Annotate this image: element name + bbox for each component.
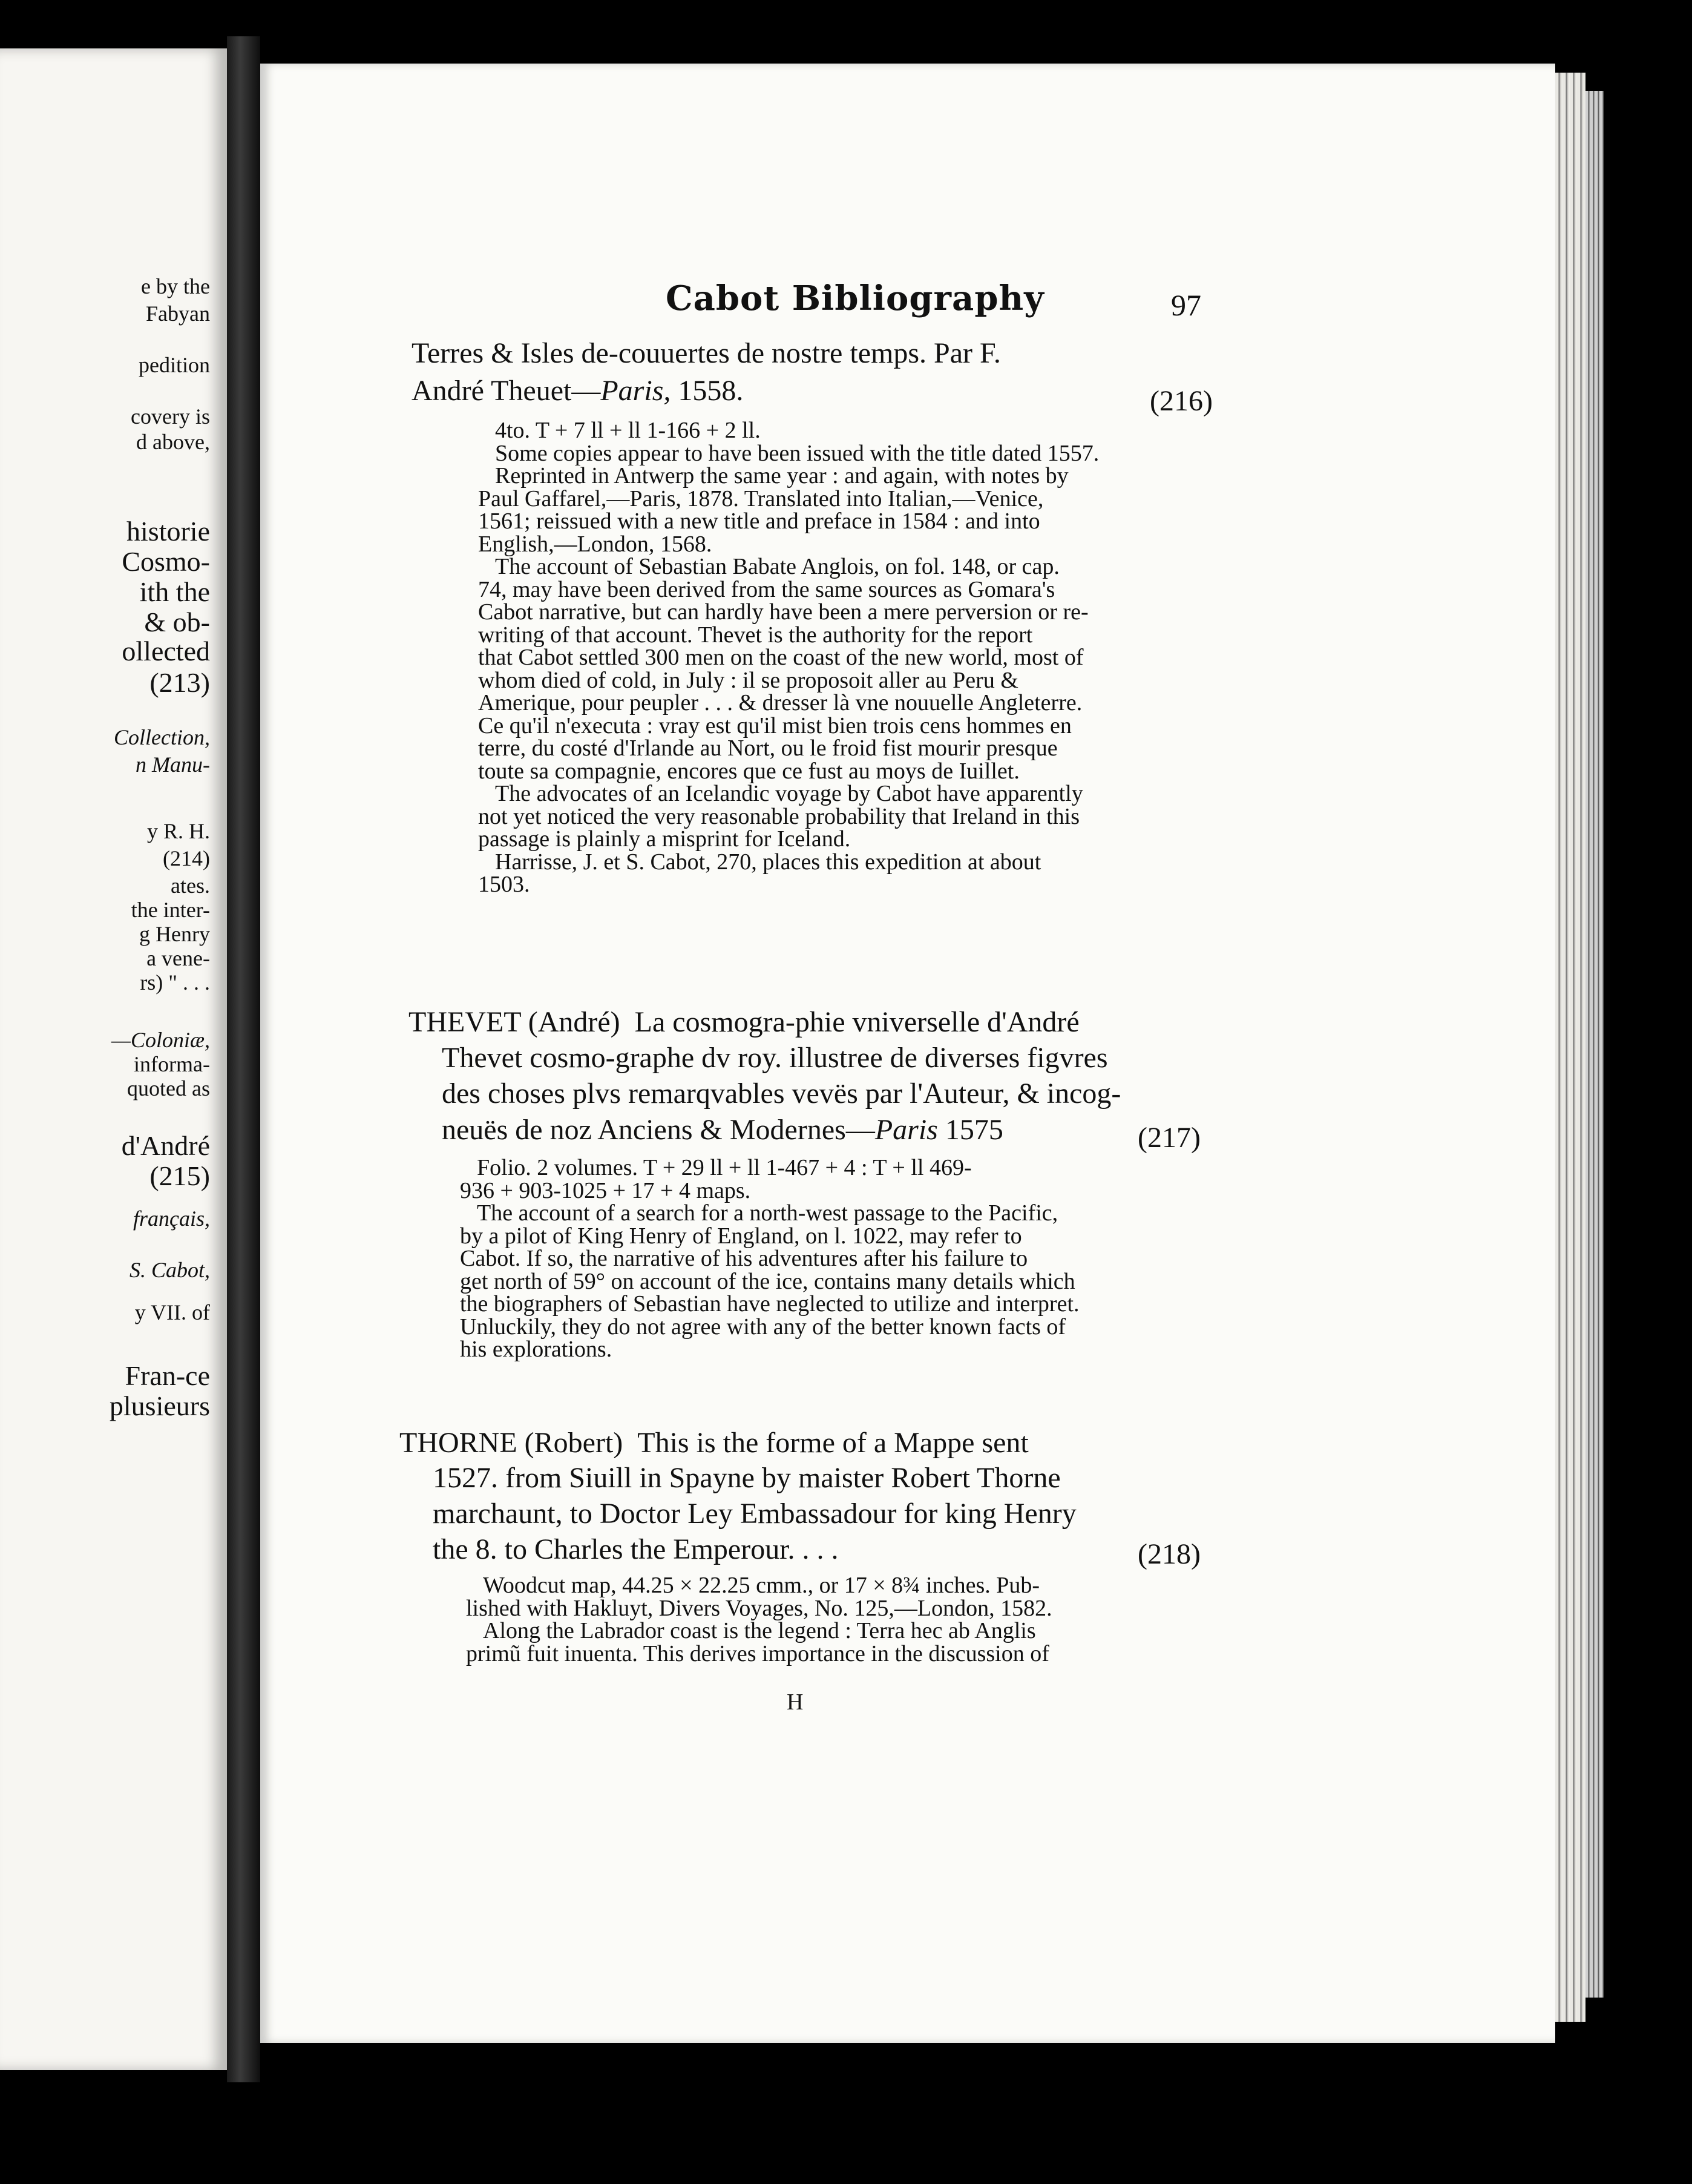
left-page-line: d'André [121, 1130, 210, 1161]
left-page-line: pedition [139, 353, 210, 377]
left-page-line: a vene- [146, 946, 210, 970]
left-page-line: & ob- [144, 607, 210, 637]
entry-217-note-line: The account of a search for a north-west passage to the Pacific, [477, 1200, 1058, 1226]
left-page-line: y R. H. [146, 819, 210, 843]
left-page-line: e by the [141, 274, 210, 298]
entry-217-title-line-4: neuës de noz Anciens & Modernes—Paris 1575 [442, 1114, 1003, 1146]
left-page-line: (213) [149, 667, 210, 698]
left-page-line: français, [133, 1206, 210, 1231]
entry-217-note-line: get north of 59° on account of the ice, contains many details which [460, 1268, 1075, 1294]
book-gutter [227, 36, 260, 2082]
entry-216-number: (216) [1150, 385, 1213, 417]
entry-218-note-line: primũ fuit inuenta. This derives importance in the discussion of [466, 1640, 1049, 1666]
entry-217-title-line-2: Thevet cosmo-graphe dv roy. illustree de diverses figvres [442, 1042, 1108, 1074]
left-page-line: S. Cabot, [129, 1258, 210, 1282]
left-page-line: quoted as [127, 1076, 210, 1100]
entry-218-note-line: Along the Labrador coast is the legend : Terra hec ab Anglis [483, 1618, 1036, 1643]
entry-217-heading: THEVET (André) [408, 1006, 620, 1038]
entry-216-note-line: that Cabot settled 300 men on the coast of the new world, most of [478, 645, 1084, 670]
running-head: Cabot Bibliography [666, 278, 1044, 318]
left-page-line: covery is [131, 404, 210, 429]
entry-217-note-line: Unluckily, they do not agree with any of the better known facts of [460, 1314, 1066, 1340]
left-page-line: (215) [149, 1160, 210, 1191]
left-page-line: g Henry [139, 922, 210, 946]
entry-218-title-line-2: 1527. from Siuill in Spayne by maister Robert Thorne [433, 1462, 1061, 1494]
page-number: 97 [1171, 288, 1201, 322]
entry-218-note-line: lished with Hakluyt, Divers Voyages, No. 125,—London, 1582. [466, 1595, 1052, 1621]
left-page-line: ith the [139, 576, 210, 607]
page-block-edge [1555, 73, 1585, 2022]
left-page-line: historie [126, 516, 210, 547]
entry-217-heading-line [408, 1008, 1080, 1037]
entry-217-note-line: by a pilot of King Henry of England, on l. 1022, may refer to [460, 1223, 1022, 1249]
entry-216-note-line: The account of Sebastian Babate Anglois, on fol. 148, or cap. [495, 554, 1060, 579]
left-page-line: informa- [134, 1052, 210, 1076]
entry-218-title-line-3: marchaunt, to Doctor Ley Embassadour for king Henry [433, 1498, 1077, 1530]
entry-216-note-line: toute sa compagnie, encores que ce fust au moys de Iuillet. [478, 758, 1020, 784]
entry-216-note-line: Amerique, pour peupler . . . & dresser là vne nouuelle Angleterre. [478, 690, 1083, 715]
left-page-line: Fran-ce [125, 1360, 210, 1391]
entry-216-note-line: whom died of cold, in July : il se proposoit aller au Peru & [478, 667, 1018, 693]
entry-216-note-line: Paul Gaffarel,—Paris, 1878. Translated into Italian,—Venice, [478, 485, 1044, 511]
entry-216-note-line: The advocates of an Icelandic voyage by Cabot have apparently [495, 781, 1083, 806]
signature-mark: H [787, 1689, 804, 1715]
left-page-line: plusieurs [109, 1390, 210, 1421]
entry-216-note-line: Ce qu'il n'executa : vray est qu'il mist bien trois cens hommes en [478, 712, 1072, 738]
left-facing-page [0, 48, 227, 2070]
left-page-line: the inter- [131, 898, 210, 922]
entry-216-note-line: terre, du costé d'Irlande au Nort, ou le froid fist mourir presque [478, 735, 1058, 761]
entry-216-note-line: 4to. T + 7 ll + ll 1-166 + 2 ll. [495, 418, 761, 443]
entry-217-note-line: Folio. 2 volumes. T + 29 ll + ll 1-467 + 4 : T + ll 469- [477, 1155, 972, 1180]
left-page-line: Collection, [114, 725, 210, 749]
entry-216-note-line: 1503. [478, 872, 530, 897]
left-page-line: rs) " . . . [140, 970, 210, 995]
left-page-line: ates. [171, 873, 210, 898]
entry-216-note-line: Cabot narrative, but can hardly have been a mere perversion or re- [478, 599, 1089, 625]
entry-216-note-line: Some copies appear to have been issued with the title dated 1557. [495, 440, 1100, 466]
entry-217-number: (217) [1138, 1122, 1201, 1154]
entry-217-note-line: Cabot. If so, the narrative of his adventures after his failure to [460, 1246, 1028, 1271]
entry-216-note-line: passage is plainly a misprint for Iceland. [478, 826, 851, 852]
left-page-line: —Coloniæ, [111, 1028, 210, 1052]
left-page-line: y VII. of [134, 1300, 210, 1324]
entry-216-title-line-2: André Theuet—Paris, 1558. [412, 375, 744, 407]
entry-217-title-line-1: La cosmogra-phie vniverselle d'André [634, 1006, 1080, 1038]
entry-217-note-line: his explorations. [460, 1337, 612, 1362]
entry-218-number: (218) [1138, 1538, 1201, 1570]
page-block-edge-outer [1585, 91, 1604, 1998]
left-page-line: d above, [136, 430, 210, 454]
entry-218-title-line-1: This is the forme of a Mappe sent [637, 1427, 1029, 1459]
left-page-line: Cosmo- [122, 546, 210, 577]
entry-217-note-line: 936 + 903-1025 + 17 + 4 maps. [460, 1177, 751, 1203]
entry-216-note-line: Harrisse, J. et S. Cabot, 270, places this expedition at about [495, 849, 1041, 875]
entry-216-note-line: 74, may have been derived from the same sources as Gomara's [478, 576, 1055, 602]
entry-216-note-line: Reprinted in Antwerp the same year : and again, with notes by [495, 463, 1069, 488]
entry-218-heading: THORNE (Robert) [399, 1427, 623, 1459]
entry-216-note-line: writing of that account. Thevet is the authority for the report [478, 622, 1033, 648]
entry-217-note-line: the biographers of Sebastian have neglected to utilize and interpret. [460, 1291, 1080, 1317]
left-page-line: Fabyan [146, 301, 210, 326]
left-page-line: (214) [163, 846, 210, 870]
left-page-line: n Manu- [136, 752, 210, 777]
entry-216-note-line: not yet noticed the very reasonable probability that Ireland in this [478, 803, 1080, 829]
entry-216-note-line: English,—London, 1568. [478, 531, 712, 557]
entry-218-note-line: Woodcut map, 44.25 × 22.25 cmm., or 17 × 8¾ inches. Pub- [483, 1573, 1040, 1598]
entry-218-title-line-4: the 8. to Charles the Emperour. . . . [433, 1533, 839, 1565]
entry-216-title-line-1: Terres & Isles de-couuertes de nostre temps. Par F. [412, 337, 1001, 369]
entry-218-heading-line [399, 1429, 1029, 1458]
entry-217-title-line-3: des choses plvs remarqvables vevës par l'Auteur, & incog- [442, 1077, 1121, 1110]
left-page-line: ollected [122, 636, 210, 666]
entry-216-note-line: 1561; reissued with a new title and preface in 1584 : and into [478, 508, 1040, 534]
